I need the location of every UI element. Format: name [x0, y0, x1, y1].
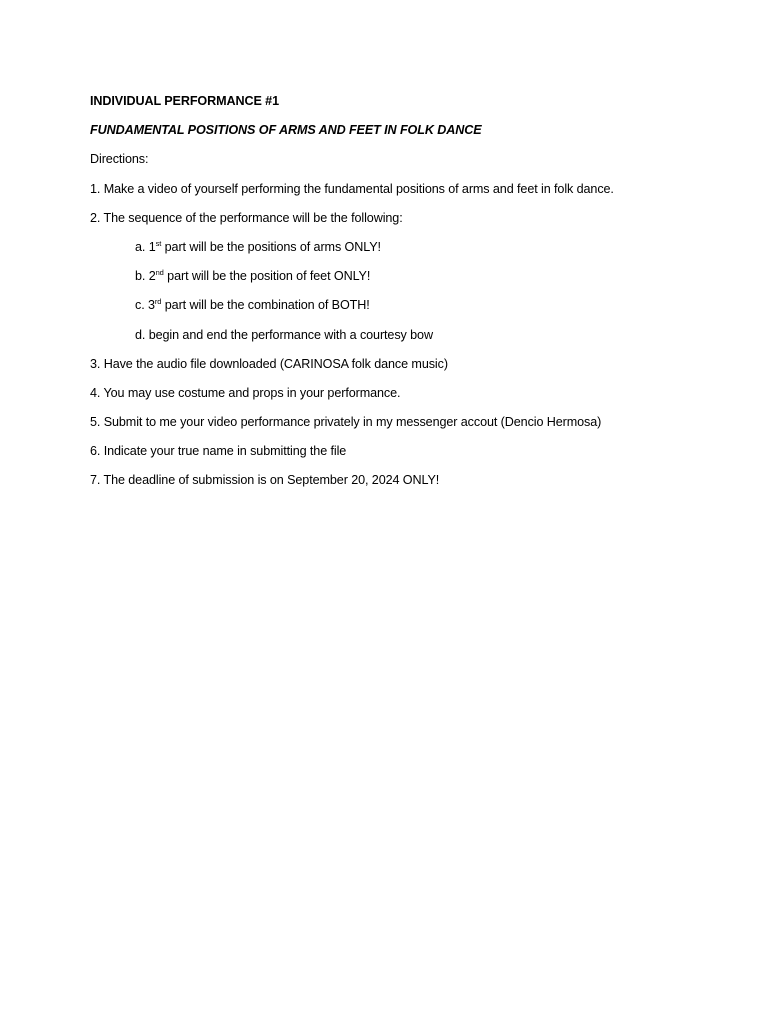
direction-item-7: 7. The deadline of submission is on September 20, 2024 ONLY!	[90, 473, 440, 488]
direction-item-4: 4. You may use costume and props in your performance.	[90, 385, 401, 400]
sequence-item-c-ordinal: rd	[154, 297, 162, 307]
directions-label: Directions:	[90, 152, 149, 167]
document-title: INDIVIDUAL PERFORMANCE #1	[90, 94, 279, 108]
sequence-item-b-text: part will be the position of feet ONLY!	[163, 269, 371, 284]
document-subtitle: FUNDAMENTAL POSITIONS OF ARMS AND FEET IN FOLK DANCE	[90, 123, 482, 138]
sequence-item-c-text: part will be the combination of BOTH!	[161, 298, 370, 313]
document-body	[90, 92, 730, 501]
sequence-item-a-text: part will be the positions of arms ONLY!	[161, 239, 381, 254]
sequence-item-d: d. begin and end the performance with a courtesy bow	[135, 327, 433, 342]
direction-item-5: 5. Submit to me your video performance privately in my messenger accout (Dencio Hermosa)	[90, 415, 602, 430]
sequence-item-b-ordinal: nd	[155, 267, 164, 277]
sequence-item-a-prefix: a. 1	[135, 239, 156, 254]
sequence-item-c-prefix: c. 3	[135, 298, 155, 313]
sequence-item-b	[90, 267, 730, 286]
direction-item-1: 1. Make a video of yourself performing the fundamental positions of arms and feet in folk dance.	[90, 181, 614, 196]
direction-item-2: 2. The sequence of the performance will be the following:	[90, 210, 403, 225]
sequence-item-c	[90, 296, 730, 315]
sequence-item-a	[90, 238, 730, 257]
sequence-item-a-ordinal: st	[155, 238, 162, 248]
direction-item-6: 6. Indicate your true name in submitting the file	[90, 444, 347, 459]
direction-item-3: 3. Have the audio file downloaded (CARINOSA folk dance music)	[90, 356, 448, 371]
sequence-item-b-prefix: b. 2	[135, 269, 156, 284]
